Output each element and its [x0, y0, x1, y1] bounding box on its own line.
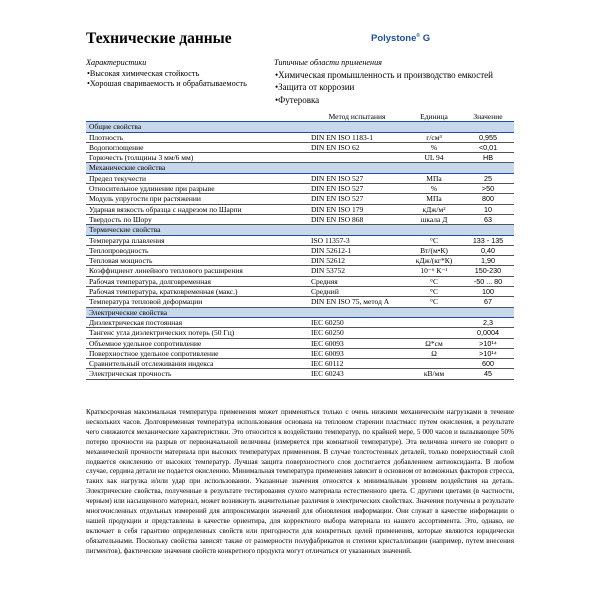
unit-cell: шкала Д: [406, 214, 462, 224]
table-row: [86, 184, 514, 194]
applications-list: [274, 69, 534, 107]
value-cell: >50: [462, 184, 514, 194]
value-cell: 45: [462, 369, 514, 379]
brand-name: Polystone: [371, 33, 417, 45]
property-cell: Объемное удельное сопротивление: [86, 338, 308, 348]
method-cell: DIN 52612: [308, 256, 406, 266]
method-cell: DIN EN ISO 527: [308, 184, 406, 194]
unit-cell: МПа: [406, 194, 462, 204]
page-title: Технические данные: [86, 30, 232, 47]
value-cell: >10¹⁴: [462, 338, 514, 348]
section-header-row: [86, 307, 514, 317]
section-header-row: [86, 225, 514, 235]
unit-cell: МПа: [406, 173, 462, 183]
applications-heading: Типичные области применения: [274, 58, 382, 67]
unit-cell: °C: [406, 235, 462, 245]
section-title: Электрические свойства: [86, 307, 514, 317]
table-row: [86, 173, 514, 183]
unit-cell: [406, 328, 462, 338]
column-header: Единица: [420, 112, 448, 121]
property-cell: Поверхностное удельное сопротивление: [86, 348, 308, 358]
brand-logo: [371, 33, 430, 44]
properties-table: [86, 112, 514, 380]
table-row: [86, 328, 514, 338]
property-cell: Теплопроводность: [86, 245, 308, 255]
brand-suffix: G: [422, 33, 431, 45]
table-row: [86, 256, 514, 266]
property-cell: Диэлектрическая постоянная: [86, 317, 308, 327]
method-cell: DIN 53752: [308, 266, 406, 276]
property-cell: Электрическая прочность: [86, 369, 308, 379]
unit-cell: кВ/мм: [406, 369, 462, 379]
value-cell: 10: [462, 204, 514, 214]
applications-item: • Защита от коррозии: [274, 81, 534, 94]
property-cell: Температура плавления: [86, 235, 308, 245]
method-cell: IEC 60093: [308, 348, 406, 358]
unit-cell: [406, 359, 462, 369]
unit-cell: Вт/(м•К): [406, 245, 462, 255]
section-header-row: [86, 122, 514, 132]
method-cell: DIN EN ISO 868: [308, 214, 406, 224]
method-cell: IEC 60093: [308, 338, 406, 348]
value-cell: 800: [462, 194, 514, 204]
table-row: [86, 297, 514, 307]
registered-mark: ®: [416, 33, 421, 39]
table-row: [86, 235, 514, 245]
value-cell: HB: [462, 153, 514, 163]
unit-cell: Ω*см: [406, 338, 462, 348]
method-cell: [308, 153, 406, 163]
property-cell: Рабочая температура, долговременная: [86, 276, 308, 286]
characteristics-list: [86, 69, 256, 90]
value-cell: 63: [462, 214, 514, 224]
value-cell: 100: [462, 287, 514, 297]
value-cell: 133 - 135: [462, 235, 514, 245]
unit-cell: °C: [406, 276, 462, 286]
method-cell: DIN EN ISO 179: [308, 204, 406, 214]
value-cell: 600: [462, 359, 514, 369]
column-header: [86, 112, 308, 122]
method-cell: IEC 60250: [308, 317, 406, 327]
section-title: Механические свойства: [86, 163, 514, 173]
method-cell: DIN EN ISO 527: [308, 194, 406, 204]
method-cell: IEC 60243: [308, 369, 406, 379]
section-header-row: [86, 163, 514, 173]
property-cell: Тепловая мощность: [86, 256, 308, 266]
unit-cell: 10⁻⁶ К⁻¹: [406, 266, 462, 276]
unit-cell: г/см³: [406, 132, 462, 142]
property-cell: Коэффициент линейного теплового расширения: [86, 266, 308, 276]
value-cell: 0,40: [462, 245, 514, 255]
method-cell: DIN 52612-1: [308, 245, 406, 255]
table-row: [86, 153, 514, 163]
column-header: Метод испытания: [328, 112, 386, 121]
value-cell: 1,90: [462, 256, 514, 266]
value-cell: <0,01: [462, 142, 514, 152]
method-cell: DIN EN ISO 527: [308, 173, 406, 183]
table-body: [86, 122, 514, 379]
unit-cell: °C: [406, 297, 462, 307]
applications-item: • Химическая промышленность и производство емкостей: [274, 69, 534, 82]
method-cell: IEC 60250: [308, 328, 406, 338]
unit-cell: °C: [406, 287, 462, 297]
column-header: Значение: [473, 112, 503, 121]
unit-cell: кДж/м²: [406, 204, 462, 214]
method-cell: DIN EN ISO 75, метод A: [308, 297, 406, 307]
table-row: [86, 359, 514, 369]
property-cell: Водопоглощение: [86, 142, 308, 152]
property-cell: Сравнительный отслеживания индекса: [86, 359, 308, 369]
table-row: [86, 317, 514, 327]
property-cell: Предел текучести: [86, 173, 308, 183]
section-title: Термические свойства: [86, 225, 514, 235]
method-cell: IEC 60112: [308, 359, 406, 369]
unit-cell: кДж/(кг*К): [406, 256, 462, 266]
unit-cell: UL 94: [406, 153, 462, 163]
value-cell: -50 ... 80: [462, 276, 514, 286]
table-row: [86, 338, 514, 348]
unit-cell: %: [406, 184, 462, 194]
value-cell: 67: [462, 297, 514, 307]
property-cell: Плотность: [86, 132, 308, 142]
value-cell: 0,0004: [462, 328, 514, 338]
property-cell: Температура тепловой деформации: [86, 297, 308, 307]
method-cell: DIN EN ISO 1183-1: [308, 132, 406, 142]
property-cell: Тангенс угла диэлектрических потерь (50 Гц): [86, 328, 308, 338]
applications-item: • Футеровка: [274, 94, 534, 107]
property-cell: Модуль упругости при растяжении: [86, 194, 308, 204]
method-cell: ISO 11357-3: [308, 235, 406, 245]
unit-cell: Ω: [406, 348, 462, 358]
value-cell: 0,955: [462, 132, 514, 142]
method-cell: Средний: [308, 287, 406, 297]
property-cell: Относительное удлинение при разрыве: [86, 184, 308, 194]
characteristics-item: • Хорошая свариваемость и обрабатываемость: [86, 79, 256, 90]
table-row: [86, 348, 514, 358]
table-row: [86, 276, 514, 286]
property-cell: Рабочая температура, кратковременная (макс.): [86, 287, 308, 297]
table-row: [86, 194, 514, 204]
property-cell: Ударная вязкость образца с надрезом по Шарпи: [86, 204, 308, 214]
table-row: [86, 266, 514, 276]
section-title: Общие свойства: [86, 122, 514, 132]
method-cell: Средняя: [308, 276, 406, 286]
table-row: [86, 287, 514, 297]
value-cell: 25: [462, 173, 514, 183]
value-cell: 150-230: [462, 266, 514, 276]
table-row: [86, 142, 514, 152]
applications-block: [274, 58, 534, 106]
table-header-row: [86, 112, 514, 122]
table-row: [86, 204, 514, 214]
unit-cell: %: [406, 142, 462, 152]
property-cell: Твердость по Шору: [86, 214, 308, 224]
table-row: [86, 369, 514, 379]
characteristics-block: [86, 58, 256, 90]
value-cell: >10¹⁴: [462, 348, 514, 358]
table-row: [86, 245, 514, 255]
table-row: [86, 132, 514, 142]
characteristics-item: • Высокая химическая стойкость: [86, 69, 256, 80]
table-row: [86, 214, 514, 224]
footnote-paragraph: Краткосрочная максимальная температура применения может применяться только с очень низкими механическим нагрузками в течение нескольких часов. Долговременная температура использования основана на тепловом старении пластмасс путем окисления, в результате чего снижаются механические характеристики. Это относится к воздействию температур, по крайней мере, 5 000 часов и вызывающее 50% потерю прочности на разрыв от первоначальной величины (измеряется при комнатной температуре). Эта величина ничего не говорит о механической прочности материала при высоких температурах применения. В случае толстостенных деталей, только поверхностный слой подвается окислению от высоких температур. Лучшая защита поверхностного слоя достигается добавлением антиоксиданта. В любом случае, сердина детали не подается окислению. Минимальная температура применения зависит в основном от возможных факторов стресса, таких как нагрузка и/или удар при использовании. Указанные значения относятся к минимальным уровням воздействия на деталь. Электрические свойства, полученные в результате тестирования сухого материала естественного цвета. С другими цветами (в частности, черным) или насыщенного материал, может возникнуть значительные различия в электрических свойствах. Значения получены в результате многочисленных отдельных измерений для аппроксимации значений для обновления информации. Они служат в качестве информации о нашей продукции и представлены в качестве ориентира, для корректного выбора материала из нашего ассортимента. Это, однако, не включает в себя гарантию определенных свойств или пригодности для конкретных целей применения, которые являются юридически обязательными. Поскольку свойства зависят также от размерности полуфабрикатов и степени кристаллизации (например, путем внесения пигментов), фактические значения свойств конкретного продукта могут отличаться от указанных значений.: [86, 408, 514, 555]
characteristics-heading: Характеристики: [86, 58, 147, 67]
value-cell: 2,3: [462, 317, 514, 327]
method-cell: DIN EN ISO 62: [308, 142, 406, 152]
unit-cell: [406, 317, 462, 327]
property-cell: Горючесть (толщины 3 мм/6 мм): [86, 153, 308, 163]
